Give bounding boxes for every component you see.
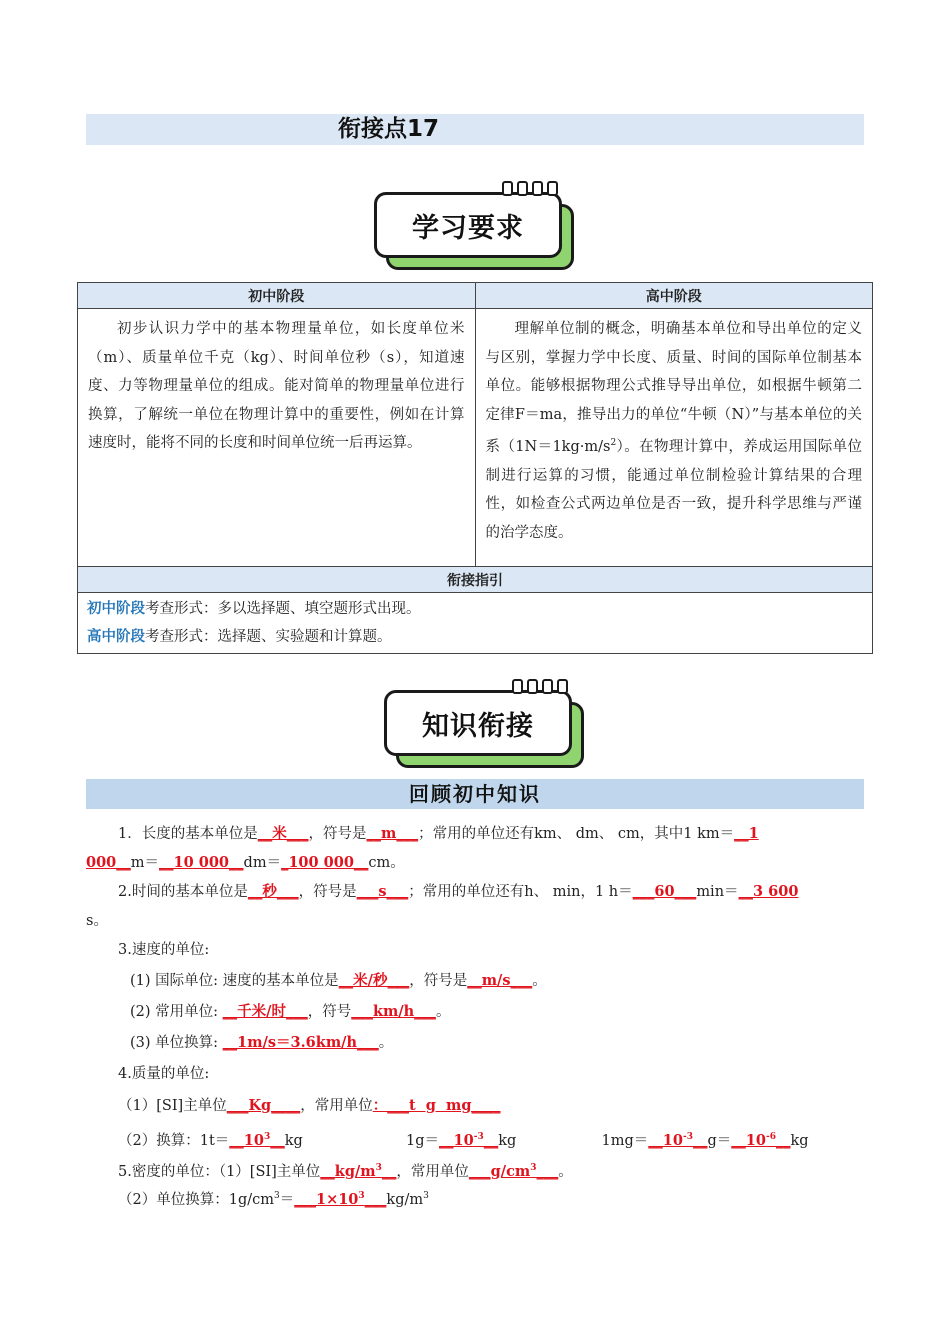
guide-senior-line: 高中阶段考查形式：选择题、实验题和计算题。 <box>87 629 392 645</box>
section-title: 回顾初中知识 <box>86 779 864 809</box>
junior-text: 初步认识力学中的基本物理量单位，如长度单位米（m）、质量单位千克（kg）、时间单位秒（s），知道速度、力等物理量单位的组成。能对简单的物理量单位进行换算，了解统一单位在物理计算中的重要性，例如在计算速度时，能将不同的长度和时间单位统一后再运算。 <box>88 321 465 452</box>
col-senior-header: 高中阶段 <box>475 283 873 309</box>
q1-line1: 1．长度的基本单位是__米___，符号是__m___；常用的单位还有km、 dm、 cm，其中1 km＝__1 <box>118 825 759 842</box>
guide-header: 衔接指引 <box>78 567 873 593</box>
col-junior-header: 初中阶段 <box>78 283 476 309</box>
notebook-rings-icon <box>502 181 558 196</box>
q4-title: 4.质量的单位: <box>118 1066 210 1082</box>
requirements-table <box>77 282 873 654</box>
senior-text: 理解单位制的概念，明确基本单位和导出单位的定义与区别，掌握力学中长度、质量、时间的国际单位制基本单位。能够根据物理公式推导导出单位，如根据牛顿第二定律F＝ma，推导出力的单位“牛顿（N）”与基本单位的关系$(1N=1kg\cdot m/s^2)$。在物理计算中，养成运用国际单位制进行运算的习惯，能通过单位制检验计算结果的合理性，如检查公式两边单位是否一致，提升科学思维与严谨的治学态度。 <box>485 321 862 541</box>
q5-line2: （2）单位换算：$1g/cm^3=\_\_\_1\times 10^3\_\_\_kg/m^3$ <box>118 1190 429 1208</box>
junior-cell <box>78 309 476 567</box>
knowledge-link-badge <box>384 690 584 775</box>
badge-label: 学习要求 <box>374 192 562 258</box>
q2-line1: 2.时间的基本单位是__秒___，符号是___s___；常用的单位还有h、 min，1 h＝___60___min＝__3 600 <box>118 883 799 900</box>
q1-line2: 000__m＝__10 000__dm＝_100 000__cm。 <box>86 854 405 871</box>
study-requirements-badge <box>374 192 574 277</box>
q4-line1: （1）[SI]主单位___Kg____，常用单位：___t g mg____ <box>118 1097 501 1114</box>
badge-label: 知识衔接 <box>384 690 572 756</box>
q3-line2: (2) 常用单位: __千米/时___，符号___km/h___。 <box>130 1003 451 1020</box>
q4-line2: （2）换算：$1t=\_\_10^3\_\_kg$ $1g=\_\_10^{-3}\_\_kg$ $1mg=\_\_10^{-3}\_\_g=\_\_10^{-6}\_\_kg$ <box>118 1131 809 1149</box>
q3-title: 3.速度的单位: <box>118 942 210 958</box>
senior-cell <box>475 309 873 567</box>
page-title: 衔接点17 <box>338 116 440 142</box>
title-bar <box>86 114 864 145</box>
notebook-rings-icon <box>512 679 568 694</box>
q3-line3: (3) 单位换算: __1m/s＝3.6km/h___。 <box>130 1034 394 1051</box>
q5-line1: 5.密度的单位：（1）[SI]主单位$\_\_kg/m^3\_\_$，常用单位$\_\_\_g/cm^3\_\_\_$。 <box>118 1162 573 1180</box>
guide-cell <box>78 593 873 654</box>
guide-junior-line: 初中阶段考查形式：多以选择题、填空题形式出现。 <box>87 601 421 617</box>
q2-line2: s。 <box>86 913 108 929</box>
q3-line1: (1) 国际单位: 速度的基本单位是__米/秒___，符号是__m/s___。 <box>130 972 547 989</box>
